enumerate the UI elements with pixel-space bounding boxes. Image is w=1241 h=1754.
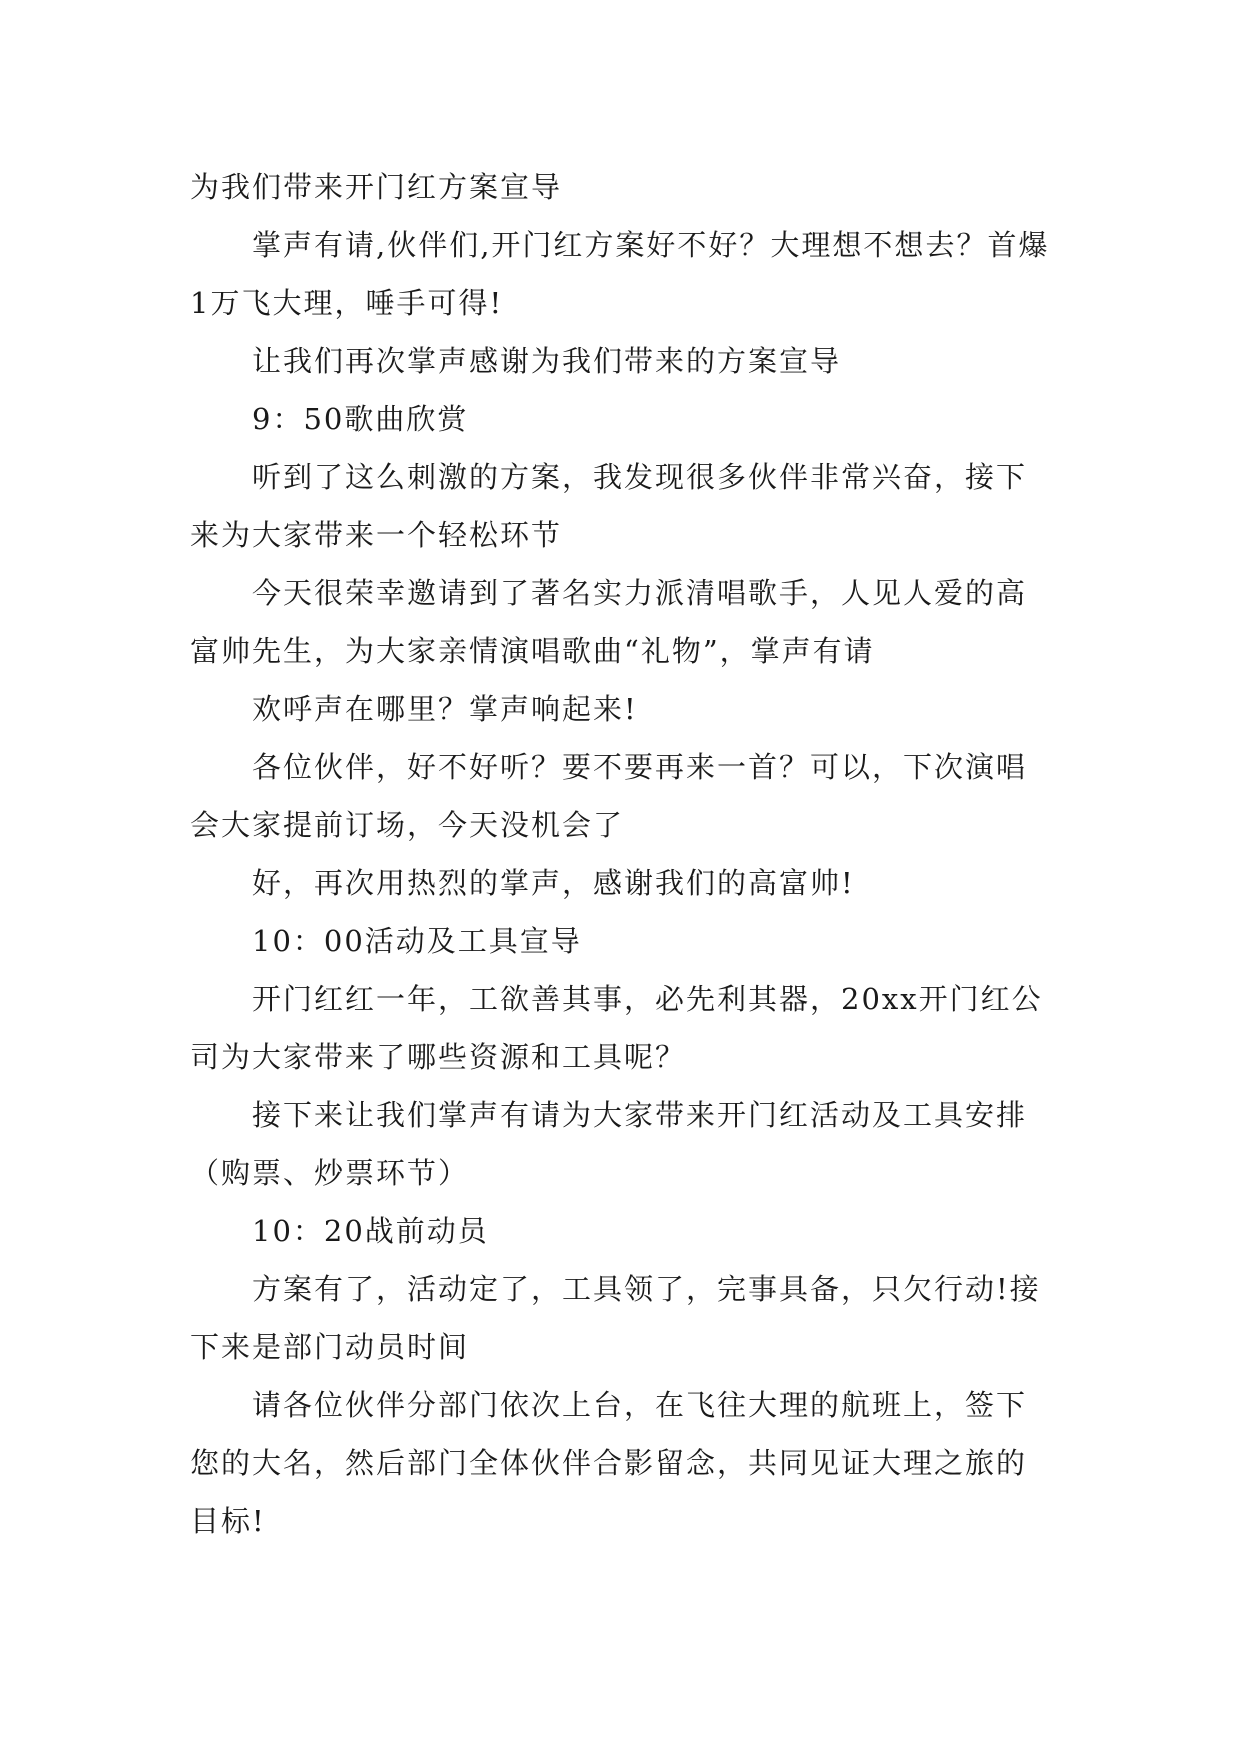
paragraph-thanks: 让我们再次掌声感谢为我们带来的方案宣导 bbox=[252, 344, 842, 378]
paragraph-encore: 各位伙伴，好不好听？要不要再来一首？可以，下次演唱会大家提前订场，今天没机会了 bbox=[190, 750, 1028, 842]
paragraph-singer-invite: 今天很荣幸邀请到了著名实力派清唱歌手，人见人爱的高富帅先生，为大家亲情演唱歌曲“礼物”，掌声有请 bbox=[190, 576, 1028, 668]
schedule-heading-song: 9：50歌曲欣赏 bbox=[252, 402, 469, 436]
document-body bbox=[190, 158, 1052, 1550]
paragraph-intro: 为我们带来开门红方案宣导 bbox=[190, 170, 563, 204]
schedule-heading-tools: 10：00活动及工具宣导 bbox=[252, 924, 582, 958]
paragraph-thanks-singer: 好，再次用热烈的掌声，感谢我们的高富帅! bbox=[252, 866, 855, 900]
schedule-heading-mobilization: 10：20战前动员 bbox=[252, 1214, 489, 1248]
paragraph-tools-arrangement: 接下来让我们掌声有请为大家带来开门红活动及工具安排（购票、炒票环节） bbox=[190, 1098, 1028, 1190]
paragraph-resources: 开门红红一年，工欲善其事，必先利其器，20xx开门红公司为大家带来了哪些资源和工具呢？ bbox=[190, 982, 1043, 1074]
paragraph-ready: 方案有了，活动定了，工具领了，完事具备，只欠行动!接下来是部门动员时间 bbox=[190, 1272, 1041, 1364]
paragraph-excited: 听到了这么刺激的方案，我发现很多伙伴非常兴奋，接下来为大家带来一个轻松环节 bbox=[190, 460, 1028, 552]
paragraph-applause-invite: 掌声有请,伙伴们,开门红方案好不好？大理想不想去？首爆1万飞大理，唾手可得! bbox=[190, 228, 1050, 320]
paragraph-cheer: 欢呼声在哪里？掌声响起来! bbox=[252, 692, 638, 726]
paragraph-sign-up: 请各位伙伴分部门依次上台，在飞往大理的航班上，签下您的大名，然后部门全体伙伴合影留念，共同见证大理之旅的目标! bbox=[190, 1388, 1028, 1538]
